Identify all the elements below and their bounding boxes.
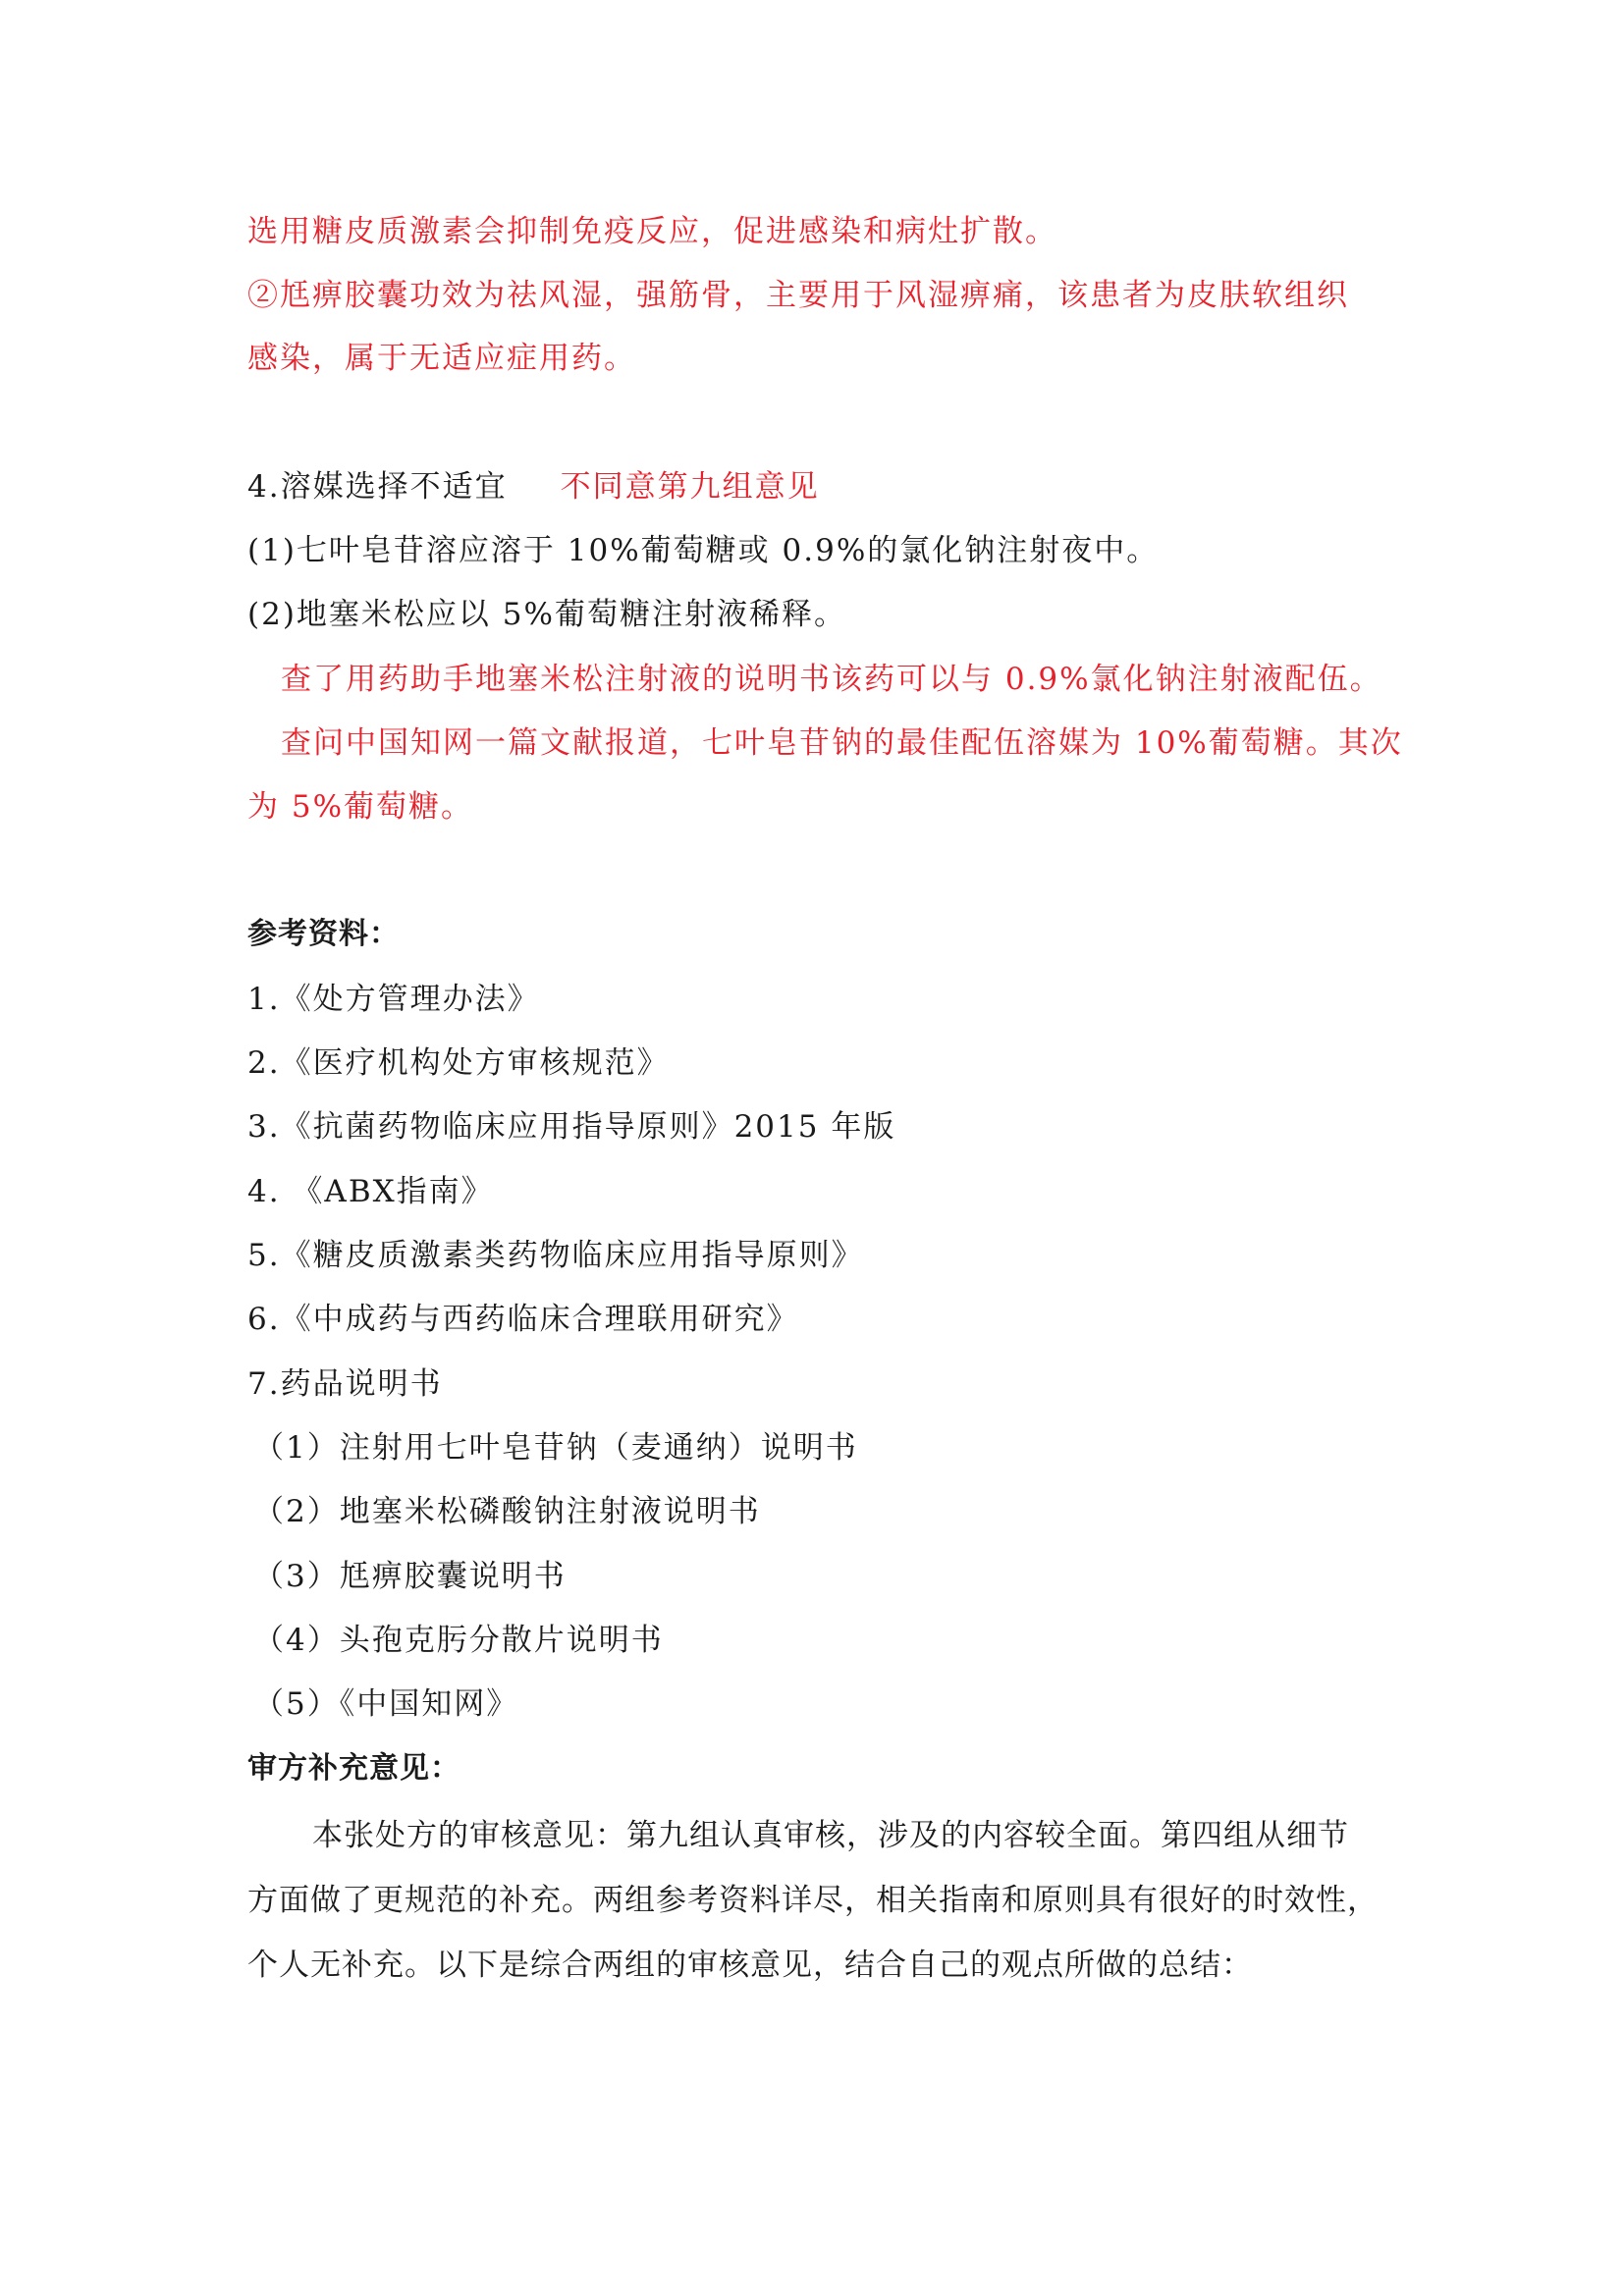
contraindication-note-line3: 感染，属于无适应症用药。 — [247, 341, 636, 376]
cnki-note-line2: 为 5%葡萄糖。 — [247, 789, 474, 825]
references-heading: 参考资料： — [247, 917, 400, 951]
reference-item: 3.《抗菌药物临床应用指导原则》2015 年版 — [247, 1109, 896, 1145]
solvent-item-1: (1)七叶皂苷溶应溶于 10%葡萄糖或 0.9%的氯化钠注射夜中。 — [247, 533, 1160, 568]
reference-item: 7.药品说明书 — [247, 1366, 443, 1402]
reference-item: 1.《处方管理办法》 — [247, 982, 540, 1017]
reference-item: 6.《中成药与西药临床合理联用研究》 — [247, 1302, 799, 1337]
reference-item: 5.《糖皮质激素类药物临床应用指导原则》 — [247, 1238, 864, 1273]
solvent-item-2: (2)地塞米松应以 5%葡萄糖注射液稀释。 — [247, 597, 846, 632]
supplement-paragraph-line1: 本张处方的审核意见：第九组认真审核，涉及的内容较全面。第四组从细节 — [312, 1818, 1349, 1853]
contraindication-note-line2: ②尪痹胶囊功效为祛风湿，强筋骨，主要用于风湿痹痛，该患者为皮肤软组织 — [247, 278, 1349, 313]
solvent-section-heading-row — [247, 467, 820, 507]
dexamethasone-note: 查了用药助手地塞米松注射液的说明书该药可以与 0.9%氯化钠注射液配伍。 — [281, 662, 1382, 697]
reference-subitem: （2）地塞米松磷酸钠注射液说明书 — [253, 1494, 761, 1529]
supplement-heading: 审方补充意见： — [247, 1751, 460, 1786]
solvent-section-heading: 4.溶媒选择不适宜 — [247, 469, 508, 505]
reference-item: 4. 《ABX指南》 — [247, 1174, 494, 1209]
reference-subitem: （4）头孢克肟分散片说明书 — [253, 1623, 664, 1658]
contraindication-note-line1: 选用糖皮质激素会抑制免疫反应，促进感染和病灶扩散。 — [247, 214, 1057, 249]
reference-subitem: （1）注射用七叶皂苷钠（麦通纳）说明书 — [253, 1430, 858, 1466]
cnki-note-line1: 查问中国知网一篇文献报道，七叶皂苷钠的最佳配伍溶媒为 10%葡萄糖。其次 — [281, 725, 1403, 761]
disagree-comment: 不同意第九组意见 — [560, 469, 820, 505]
supplement-paragraph-line2: 方面做了更规范的补充。两组参考资料详尽，相关指南和原则具有很好的时效性， — [247, 1883, 1379, 1918]
reference-subitem: （3）尪痹胶囊说明书 — [253, 1559, 567, 1594]
supplement-paragraph-line3: 个人无补充。以下是综合两组的审核意见，结合自己的观点所做的总结： — [247, 1948, 1253, 1983]
reference-item: 2.《医疗机构处方审核规范》 — [247, 1045, 670, 1081]
reference-subitem: （5）《中国知网》 — [253, 1686, 519, 1722]
